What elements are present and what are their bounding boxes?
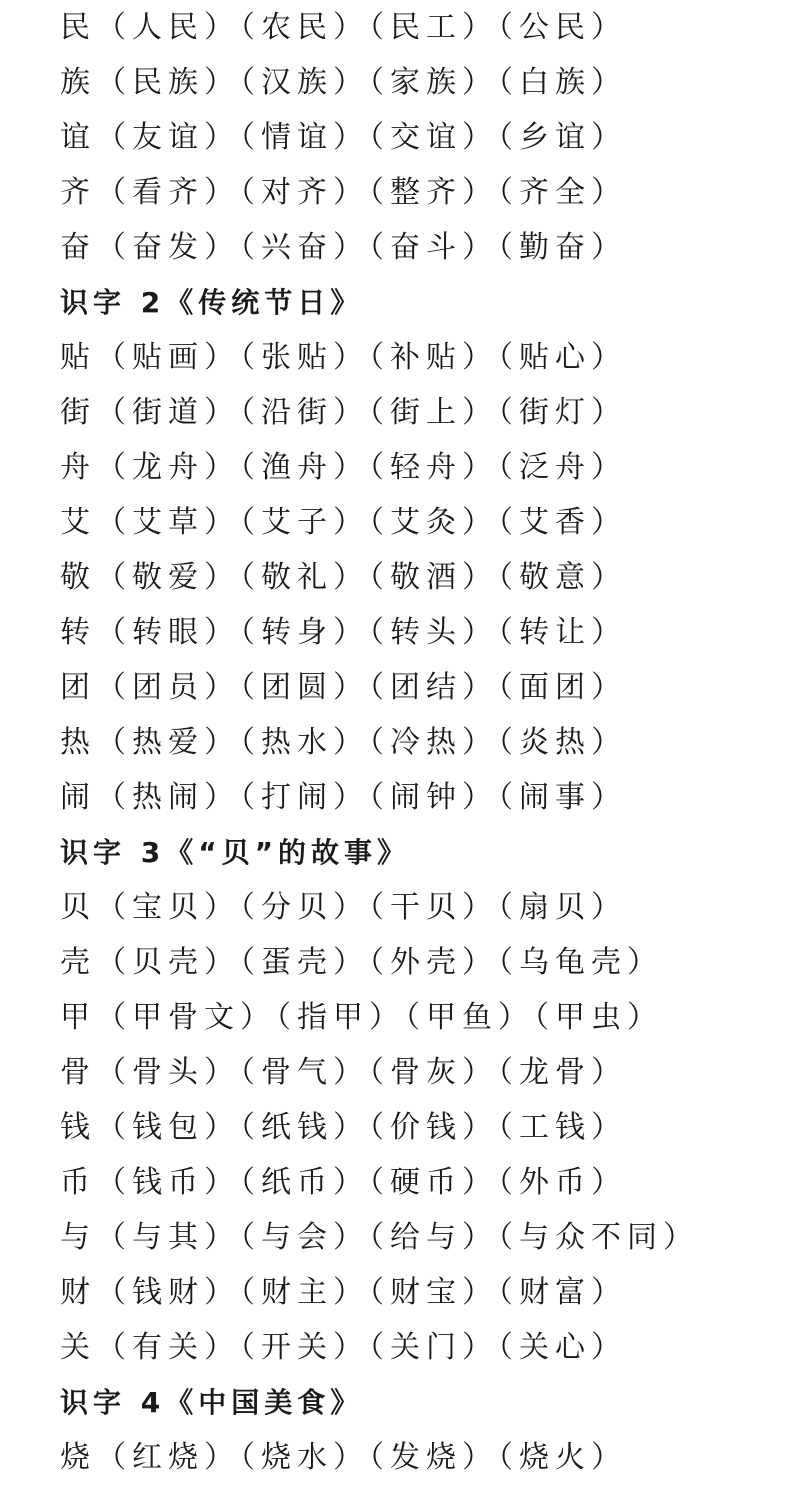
entry-line: 关（有关）（开关）（关门）（关心） [60, 1330, 627, 1365]
section-heading: 识字 4《中国美食》 [60, 1386, 364, 1419]
entry-line: 壳（贝壳）（蛋壳）（外壳）（乌龟壳） [60, 945, 663, 980]
entry-line: 钱（钱包）（纸钱）（价钱）（工钱） [60, 1110, 627, 1145]
entry-line: 甲（甲骨文）（指甲）（甲鱼）（甲虫） [60, 1000, 663, 1035]
section-heading: 识字 2《传统节日》 [60, 286, 364, 319]
entry-line: 与（与其）（与会）（给与）（与众不同） [60, 1220, 699, 1255]
entry-line: 闹（热闹）（打闹）（闹钟）（闹事） [60, 780, 627, 815]
entry-line: 烧（红烧）（烧水）（发烧）（烧火） [60, 1440, 627, 1475]
entry-line: 贴（贴画）（张贴）（补贴）（贴心） [60, 340, 627, 375]
entry-line: 民（人民）（农民）（民工）（公民） [60, 10, 627, 45]
entry-line: 热（热爱）（热水）（冷热）（炎热） [60, 725, 627, 760]
entry-line: 舟（龙舟）（渔舟）（轻舟）（泛舟） [60, 450, 627, 485]
entry-line: 转（转眼）（转身）（转头）（转让） [60, 615, 627, 650]
entry-line: 艾（艾草）（艾子）（艾灸）（艾香） [60, 505, 627, 540]
entry-line: 贝（宝贝）（分贝）（干贝）（扇贝） [60, 890, 627, 925]
entry-line: 财（钱财）（财主）（财宝）（财富） [60, 1275, 627, 1310]
entry-line: 奋（奋发）（兴奋）（奋斗）（勤奋） [60, 230, 627, 265]
entry-line: 谊（友谊）（情谊）（交谊）（乡谊） [60, 120, 627, 155]
entry-line: 族（民族）（汉族）（家族）（白族） [60, 65, 627, 100]
section-heading: 识字 3《“贝”的故事》 [60, 836, 411, 869]
entry-line: 敬（敬爱）（敬礼）（敬酒）（敬意） [60, 560, 627, 595]
entry-line: 团（团员）（团圆）（团结）（面团） [60, 670, 627, 705]
entry-line: 币（钱币）（纸币）（硬币）（外币） [60, 1165, 627, 1200]
entry-line: 骨（骨头）（骨气）（骨灰）（龙骨） [60, 1055, 627, 1090]
entry-line: 齐（看齐）（对齐）（整齐）（齐全） [60, 175, 627, 210]
entry-line: 街（街道）（沿街）（街上）（街灯） [60, 395, 627, 430]
word-list-document [60, 0, 800, 1485]
